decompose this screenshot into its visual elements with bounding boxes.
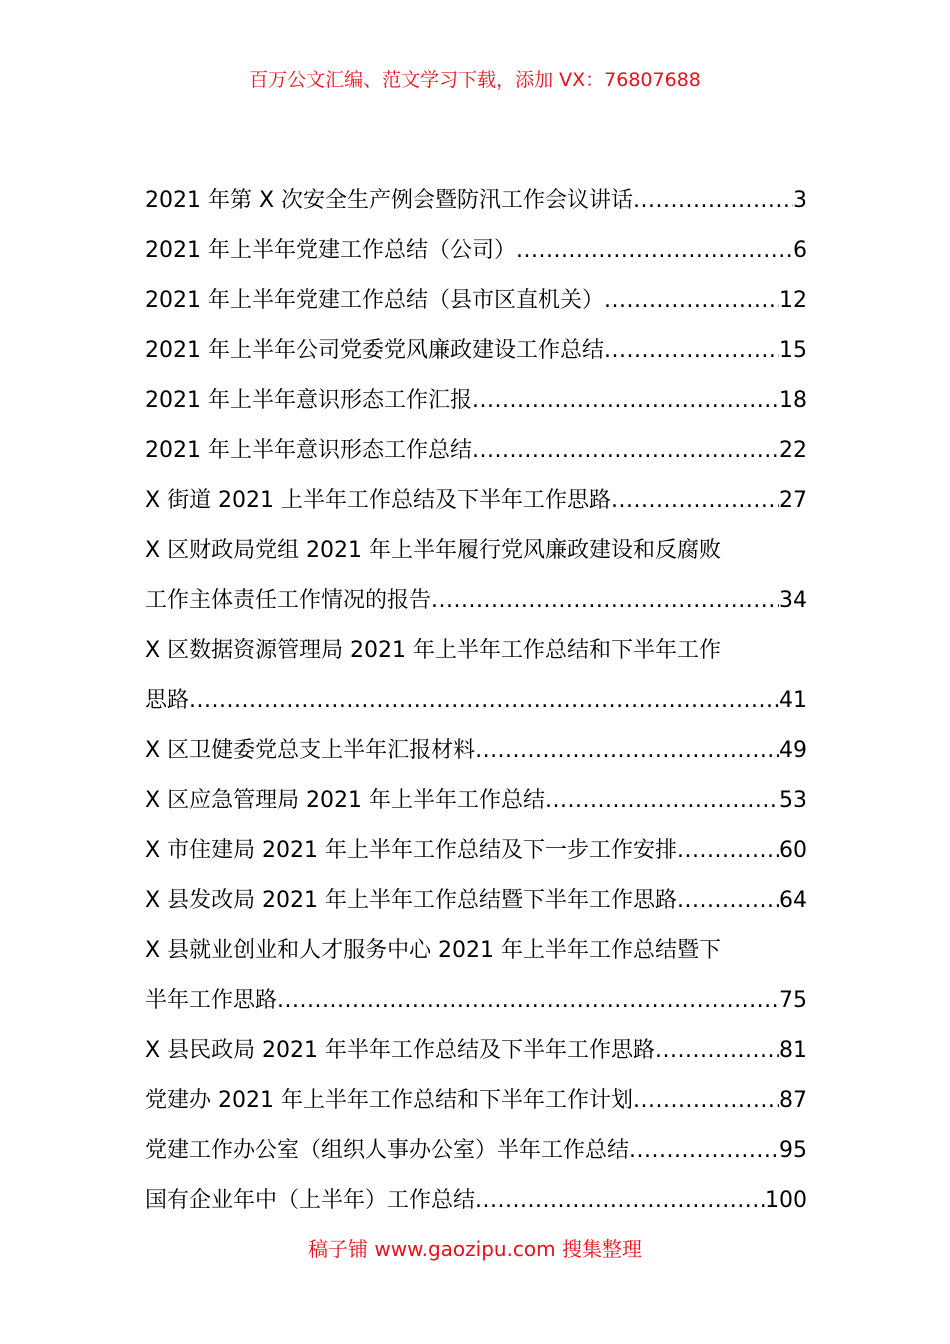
toc-page-number: 12 bbox=[779, 288, 807, 313]
toc-entry[interactable] bbox=[145, 376, 807, 426]
toc-page-number: 87 bbox=[779, 1088, 807, 1113]
footer-source-text: 稿子铺 www.gaozipu.com 搜集整理 bbox=[308, 1237, 642, 1261]
toc-dot-leader bbox=[277, 976, 779, 1026]
toc-entry-title: X 区应急管理局 2021 年上半年工作总结 bbox=[145, 788, 546, 813]
toc-entry[interactable] bbox=[145, 276, 807, 326]
toc-entry-title: X 市住建局 2021 年上半年工作总结及下一步工作安排 bbox=[145, 838, 678, 863]
toc-dot-leader bbox=[475, 1176, 765, 1226]
toc-page-number: 64 bbox=[779, 888, 807, 913]
toc-entry-title: X 街道 2021 上半年工作总结及下半年工作思路 bbox=[145, 488, 612, 513]
toc-entry[interactable] bbox=[145, 226, 807, 276]
toc-page-number: 34 bbox=[779, 588, 807, 613]
toc-entry[interactable] bbox=[145, 526, 807, 576]
toc-entry-title: X 区数据资源管理局 2021 年上半年工作总结和下半年工作 bbox=[145, 638, 722, 663]
toc-entry-title: X 县就业创业和人才服务中心 2021 年上半年工作总结暨下 bbox=[145, 938, 722, 963]
toc-page-number: 27 bbox=[779, 488, 807, 513]
toc-dot-leader bbox=[189, 676, 779, 726]
toc-dot-leader bbox=[677, 826, 779, 876]
toc-page-number: 100 bbox=[765, 1188, 807, 1213]
toc-dot-leader bbox=[611, 476, 779, 526]
toc-entry-title: X 区卫健委党总支上半年汇报材料 bbox=[145, 738, 476, 763]
header-promo-text: 百万公文汇编、范文学习下载，添加 VX：76807688 bbox=[249, 69, 701, 91]
toc-page-number: 95 bbox=[779, 1138, 807, 1163]
toc-dot-leader bbox=[633, 176, 793, 226]
toc-page-number: 22 bbox=[779, 438, 807, 463]
toc-entry[interactable] bbox=[145, 1026, 807, 1076]
toc-dot-leader bbox=[472, 426, 779, 476]
toc-dot-leader bbox=[472, 376, 779, 426]
toc-entry[interactable] bbox=[145, 826, 807, 876]
toc-entry-title: 2021 年上半年党建工作总结（公司） bbox=[145, 238, 516, 263]
toc-page-number: 41 bbox=[779, 688, 807, 713]
toc-entry-title: 党建工作办公室（组织人事办公室）半年工作总结 bbox=[145, 1138, 630, 1163]
toc-entry[interactable] bbox=[145, 576, 807, 626]
toc-page-number: 6 bbox=[793, 238, 807, 263]
toc-dot-leader bbox=[475, 726, 779, 776]
toc-dot-leader bbox=[629, 1126, 779, 1176]
toc-entry[interactable] bbox=[145, 626, 807, 676]
toc-entry-title: X 区财政局党组 2021 年上半年履行党风廉政建设和反腐败 bbox=[145, 538, 722, 563]
toc-dot-leader bbox=[545, 776, 779, 826]
toc-entry-title: 党建办 2021 年上半年工作总结和下半年工作计划 bbox=[145, 1088, 633, 1113]
toc-entry[interactable] bbox=[145, 926, 807, 976]
toc-page-number: 15 bbox=[779, 338, 807, 363]
toc-entry[interactable] bbox=[145, 726, 807, 776]
toc-dot-leader bbox=[604, 276, 779, 326]
toc-entry-title: 2021 年上半年意识形态工作汇报 bbox=[145, 388, 472, 413]
toc-dot-leader bbox=[431, 576, 779, 626]
toc-dot-leader bbox=[516, 226, 793, 276]
toc-entry-title: 2021 年第 X 次安全生产例会暨防汛工作会议讲话 bbox=[145, 188, 634, 213]
toc-entry-title: 2021 年上半年意识形态工作总结 bbox=[145, 438, 472, 463]
toc-entry[interactable] bbox=[145, 476, 807, 526]
toc-entry-title: 思路 bbox=[145, 688, 190, 713]
toc-entry-title: X 县发改局 2021 年上半年工作总结暨下半年工作思路 bbox=[145, 888, 678, 913]
toc-entry-title: 2021 年上半年党建工作总结（县市区直机关） bbox=[145, 288, 604, 313]
toc-entry[interactable] bbox=[145, 176, 807, 226]
toc-page-number: 75 bbox=[779, 988, 807, 1013]
toc-entry[interactable] bbox=[145, 1076, 807, 1126]
toc-entry[interactable] bbox=[145, 1176, 807, 1226]
toc-page-number: 18 bbox=[779, 388, 807, 413]
toc-entry[interactable] bbox=[145, 976, 807, 1026]
toc-entry[interactable] bbox=[145, 326, 807, 376]
toc-page-number: 53 bbox=[779, 788, 807, 813]
toc-page-number: 3 bbox=[793, 188, 807, 213]
toc-dot-leader bbox=[633, 1076, 779, 1126]
toc-entry[interactable] bbox=[145, 676, 807, 726]
table-of-contents bbox=[145, 176, 807, 1226]
toc-dot-leader bbox=[677, 876, 779, 926]
toc-page-number: 60 bbox=[779, 838, 807, 863]
toc-entry[interactable] bbox=[145, 776, 807, 826]
toc-page-number: 49 bbox=[779, 738, 807, 763]
toc-entry-title: 半年工作思路 bbox=[145, 988, 278, 1013]
toc-entry[interactable] bbox=[145, 1126, 807, 1176]
toc-entry-title: 工作主体责任工作情况的报告 bbox=[145, 588, 432, 613]
toc-entry[interactable] bbox=[145, 426, 807, 476]
toc-page-number: 81 bbox=[779, 1038, 807, 1063]
toc-entry-title: X 县民政局 2021 年半年工作总结及下半年工作思路 bbox=[145, 1038, 656, 1063]
toc-entry-title: 2021 年上半年公司党委党风廉政建设工作总结 bbox=[145, 338, 604, 363]
toc-dot-leader bbox=[655, 1026, 779, 1076]
toc-entry[interactable] bbox=[145, 876, 807, 926]
toc-entry-title: 国有企业年中（上半年）工作总结 bbox=[145, 1188, 476, 1213]
toc-dot-leader bbox=[604, 326, 779, 376]
